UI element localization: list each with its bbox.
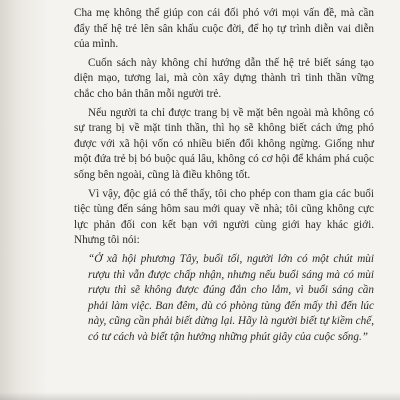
page-gutter-shadow bbox=[0, 0, 48, 400]
paragraph-4: Vì vậy, độc giả có thể thấy, tôi cho phép con tham gia các buổi tiệc tùng đến sáng hôm sau mới quay về nhà; tôi cũng không cực lực phản đối con kết bạn với người cùng giới hay khác giới. Nhưng tôi nói: bbox=[74, 187, 374, 247]
paragraph-2: Cuốn sách này không chỉ hướng dẫn thế hệ trẻ biết sáng tạo diện mạo, tương lai, mà còn xây dựng thành trì tinh thần vững chắc cho bản thân mỗi người trẻ. bbox=[74, 56, 374, 100]
paragraph-3: Nếu người ta chỉ được trang bị về mặt bên ngoài mà không có sự trang bị về mặt tinh thần, thì họ sẽ không biết cách ứng phó được với xã hội vốn có nhiều biến đổi không ngừng. Giống như một đứa trẻ bị bó buộc quá lâu, không có cơ hội để khám phá cuộc sống bên ngoài, cũng là điều không tốt. bbox=[74, 106, 374, 181]
page-bottom-shadow bbox=[0, 392, 400, 400]
paragraph-1: Cha mẹ không thể giúp con cái đối phó với mọi vấn đề, mà cần đẩy thế hệ trẻ lên sân khấu cuộc đời, để họ tự trình diễn vai diễn của mình. bbox=[74, 7, 374, 51]
body-text bbox=[74, 6, 374, 345]
quote-block: “Ở xã hội phương Tây, buổi tối, người lớn có một chút mùi rượu thì vẫn được chấp nhận, nhưng nếu buổi sáng mà có mùi rượu thì sẽ không được đúng đắn cho lắm, vì buổi sáng cần phải làm việc. Ban đêm, dù có phòng tùng đến mấy thì đến lúc này, cũng cần phải biết dừng lại. Hãy là người biết tự kiềm chế, có tư cách và biết tận hưởng những phút giây của cuộc sống.” bbox=[88, 252, 374, 343]
